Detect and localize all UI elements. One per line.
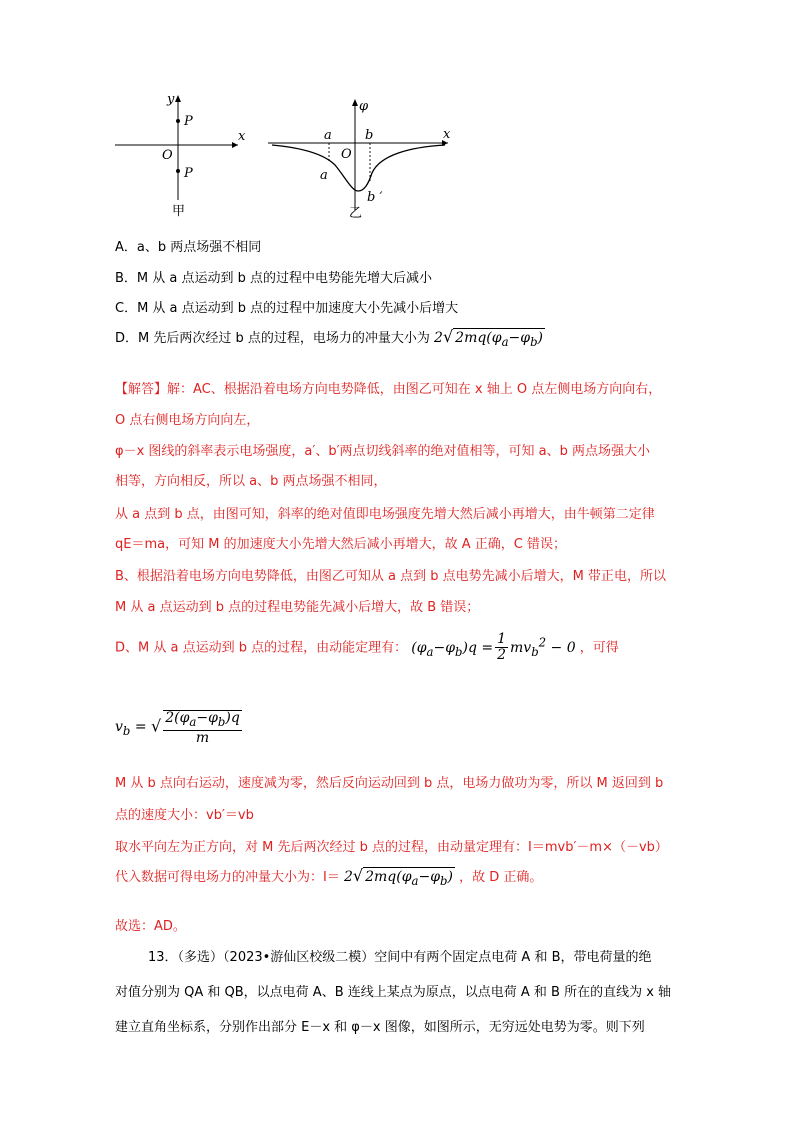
solution-line-7: B、根据沿着电场方向电势降低，由图乙可知从 a 点到 b 点电势先减小后增大，M 带正电，所以 bbox=[115, 569, 667, 584]
yi-a-prime-label: a bbox=[320, 168, 328, 183]
solution-line-9: D、M 从 a 点运动到 b 点的过程，由动能定理有： $(\varphi_a-\varphi_b)q$ = $\frac{1}{2}$ $mv_b^2 - 0$ ，可得 bbox=[115, 631, 619, 663]
option-c: C．M 从 a 点运动到 b 点的过程中加速度大小先减小后增大 bbox=[115, 301, 459, 316]
impulse-equation: 2√ $2mq(\varphi_a-\varphi_b)$ bbox=[343, 866, 453, 888]
option-a: A．a、b 两点场强不相同 bbox=[115, 240, 262, 255]
figure-jia bbox=[115, 92, 246, 219]
solution-line-11: 点的速度大小：vb′＝vb bbox=[115, 808, 254, 823]
yi-x-label: x bbox=[443, 127, 451, 142]
jia-x-label: x bbox=[238, 129, 246, 144]
jia-caption: 甲 bbox=[172, 204, 186, 219]
vb-equation: $v_b$ = √ $\frac{2(\varphi_a-\varphi_b)q}{m}$ bbox=[115, 710, 240, 746]
option-d-formula: 2√ $2mq(\varphi_a-\varphi_b)$ bbox=[434, 327, 544, 349]
jia-y-label: y bbox=[167, 92, 175, 107]
solution-line-1: 【解答】解：AC、根据沿着电场方向电势降低，由图乙可知在 x 轴上 O 点左侧电场方向向右， bbox=[115, 382, 662, 397]
question-line-1: 13．（多选）（2023•游仙区校级二模）空间中有两个固定点电荷 A 和 B，带电荷量的绝 bbox=[148, 950, 652, 965]
option-d bbox=[115, 327, 545, 349]
solution-line-8: M 从 a 点运动到 b 点的过程电势能先减小后增大，故 B 错误； bbox=[115, 600, 480, 615]
solution-tag: 【解答】 bbox=[115, 382, 168, 397]
option-b: B．M 从 a 点运动到 b 点的过程中电势能先增大后减小 bbox=[115, 271, 433, 286]
yi-phi-label: φ bbox=[359, 99, 369, 114]
solution-line-2: O 点右侧电场方向向左， bbox=[115, 413, 260, 428]
energy-equation: $(\varphi_a-\varphi_b)q$ = $\frac{1}{2}$ $mv_b^2 - 0$ bbox=[411, 631, 576, 663]
solution-line-4: 相等，方向相反，所以 a、b 两点场强不相同， bbox=[115, 474, 387, 489]
figure-yi bbox=[268, 99, 451, 221]
solution-line-10: M 从 b 点向右运动，速度减为零，然后反向运动回到 b 点，电场力做功为零，所以 M 返回到 b bbox=[115, 776, 664, 791]
phi-curve bbox=[272, 145, 445, 191]
solution-line-13: 代入数据可得电场力的冲量大小为：I＝ 2√ $2mq(\varphi_a-\varphi_b)$ ，故 D 正确。 bbox=[115, 866, 543, 888]
question-line-2: 对值分别为 QA 和 QB，以点电荷 A、B 连线上某点为原点，以点电荷 A 和 B 所在的直线为 x 轴 bbox=[115, 985, 672, 1000]
jia-p-bottom-label: P bbox=[184, 166, 193, 181]
solution-line-5: 从 a 点到 b 点，由图可知，斜率的绝对值即电场强度先增大然后减小再增大，由牛顿第二定律 bbox=[115, 507, 655, 522]
jia-origin-label: O bbox=[162, 148, 173, 163]
yi-origin-label: O bbox=[341, 147, 352, 162]
yi-a-label: a bbox=[324, 128, 332, 143]
jia-p-top-label: P bbox=[184, 114, 193, 129]
question-line-3: 建立直角坐标系，分别作出部分 E－x 和 φ－x 图像，如图所示，无穷远处电势为零。则下列 bbox=[115, 1020, 645, 1035]
solution-line-12: 取水平向左为正方向，对 M 先后两次经过 b 点的过程，由动量定理有：I＝mvb′－m×（－vb） bbox=[115, 840, 668, 855]
yi-b-prime-label: b ′ bbox=[367, 190, 383, 205]
yi-b-label: b bbox=[365, 128, 374, 143]
option-d-text: D．M 先后两次经过 b 点的过程，电场力的冲量大小为 bbox=[115, 331, 430, 346]
solution-line-6: qE＝ma，可知 M 的加速度大小先增大然后减小再增大，故 A 正确，C 错误； bbox=[115, 537, 566, 552]
yi-caption: 乙 bbox=[349, 206, 363, 221]
solution-line-3: φ－x 图线的斜率表示电场强度，a′、b′两点切线斜率的绝对值相等，可知 a、b 两点场强大小 bbox=[115, 444, 651, 459]
solution-answer: 故选：AD。 bbox=[115, 919, 186, 934]
figure bbox=[100, 85, 470, 225]
